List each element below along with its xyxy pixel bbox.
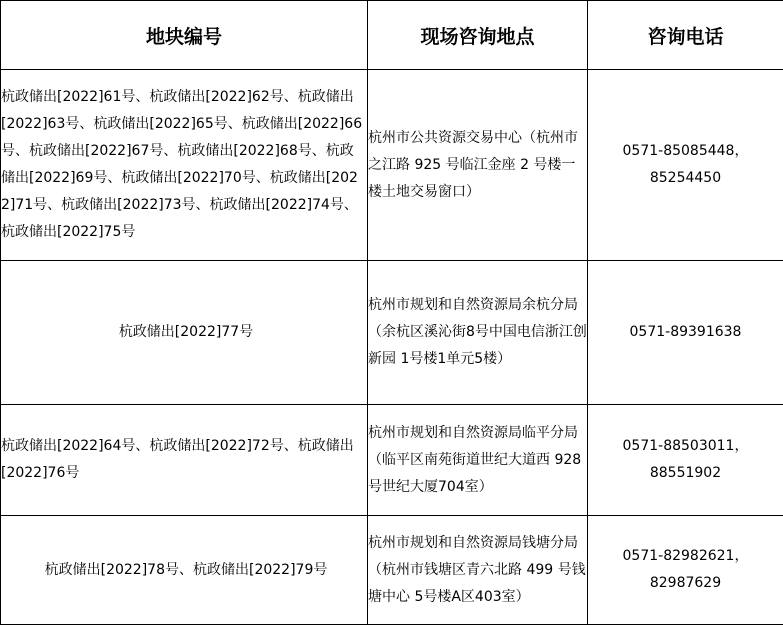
phone-number: 88551902 xyxy=(649,465,722,481)
phone-number: 0571-88503011， xyxy=(622,438,749,454)
phone-number: 0571-89391638 xyxy=(629,324,742,340)
phone-cell xyxy=(588,405,783,516)
header-plot-number: 地块编号 xyxy=(1,1,368,70)
plot-numbers-cell: 杭政储出[2022]78号、杭政储出[2022]79号 xyxy=(1,516,368,625)
plot-numbers-cell: 杭政储出[2022]77号 xyxy=(1,261,368,405)
header-consultation-phone: 咨询电话 xyxy=(588,1,783,70)
table-row xyxy=(1,261,783,405)
phone-cell xyxy=(588,516,783,625)
plot-numbers-cell: 杭政储出[2022]64号、杭政储出[2022]72号、杭政储出[2022]76号 xyxy=(1,405,368,516)
phone-number: 85254450 xyxy=(649,170,722,186)
location-cell: 杭州市公共资源交易中心（杭州市之江路 925 号临江金座 2 号楼一楼土地交易窗口） xyxy=(368,70,588,261)
location-cell: 杭州市规划和自然资源局临平分局（临平区南苑街道世纪大道西 928 号世纪大厦704室） xyxy=(368,405,588,516)
location-cell: 杭州市规划和自然资源局余杭分局（余杭区溪沁街8号中国电信浙江创新园 1号楼1单元5楼） xyxy=(368,261,588,405)
phone-number: 0571-85085448， xyxy=(622,143,749,159)
phone-cell xyxy=(588,70,783,261)
table-header-row xyxy=(1,1,783,70)
header-consultation-location: 现场咨询地点 xyxy=(368,1,588,70)
location-cell: 杭州市规划和自然资源局钱塘分局（杭州市钱塘区青六北路 499 号钱塘中心 5号楼A区403室） xyxy=(368,516,588,625)
plot-numbers-cell: 杭政储出[2022]61号、杭政储出[2022]62号、杭政储出[2022]63号、杭政储出[2022]65号、杭政储出[2022]66号、杭政储出[2022]67号、杭政储出[2022]68号、杭政储出[2022]69号、杭政储出[2022]70号、杭政储出[2022]71号、杭政储出[2022]73号、杭政储出[2022]74号、杭政储出[2022]75号 xyxy=(1,70,368,261)
phone-number: 82987629 xyxy=(649,575,722,591)
phone-cell xyxy=(588,261,783,405)
table-row xyxy=(1,70,783,261)
phone-number: 0571-82982621， xyxy=(622,548,749,564)
table-row xyxy=(1,516,783,625)
table-row xyxy=(1,405,783,516)
